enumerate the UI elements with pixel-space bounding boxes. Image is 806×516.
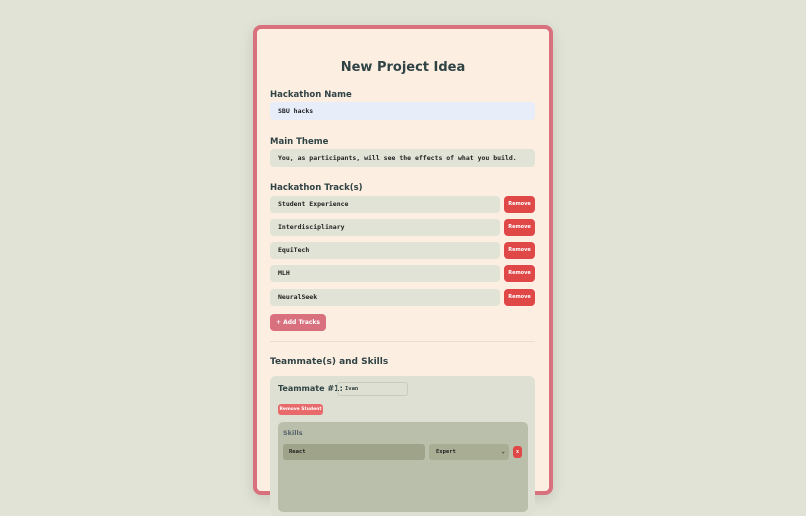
skill-level-select[interactable] [429,444,509,460]
remove-track-button[interactable]: Remove [504,289,535,306]
remove-track-button[interactable]: Remove [504,265,535,282]
remove-skill-button[interactable]: x [513,446,522,458]
remove-student-button[interactable]: Remove Student [278,404,323,415]
track-input[interactable]: MLH [270,265,500,282]
hackathon-name-input[interactable]: SBU hacks [270,102,535,120]
teammate-card [270,376,535,516]
main-theme-label: Main Theme [270,137,329,147]
teammates-heading: Teammate(s) and Skills [270,357,389,367]
remove-track-button[interactable]: Remove [504,196,535,213]
teammate-label: Teammate #1: [278,384,343,393]
main-theme-input[interactable]: You, as participants, will see the effects of what you build. [270,149,535,167]
hackathon-name-label: Hackathon Name [270,90,352,100]
skills-label: Skills [283,429,303,437]
skill-name-input[interactable]: React [283,444,425,460]
skill-level-value: Expert [436,449,456,455]
tracks-label: Hackathon Track(s) [270,183,363,193]
divider [270,341,535,342]
project-form-card [253,25,553,495]
track-input[interactable]: Student Experience [270,196,500,213]
skills-box [278,422,528,512]
add-tracks-button[interactable]: + Add Tracks [270,314,326,331]
remove-track-button[interactable]: Remove [504,219,535,236]
track-input[interactable]: EquiTech [270,242,500,259]
track-input[interactable]: NeuralSeek [270,289,500,306]
chevron-down-icon: ⌄ [501,448,505,455]
page-title: New Project Idea [340,60,466,75]
track-input[interactable]: Interdisciplinary [270,219,500,236]
teammate-name-input[interactable]: Ivan [337,382,408,396]
remove-track-button[interactable]: Remove [504,242,535,259]
